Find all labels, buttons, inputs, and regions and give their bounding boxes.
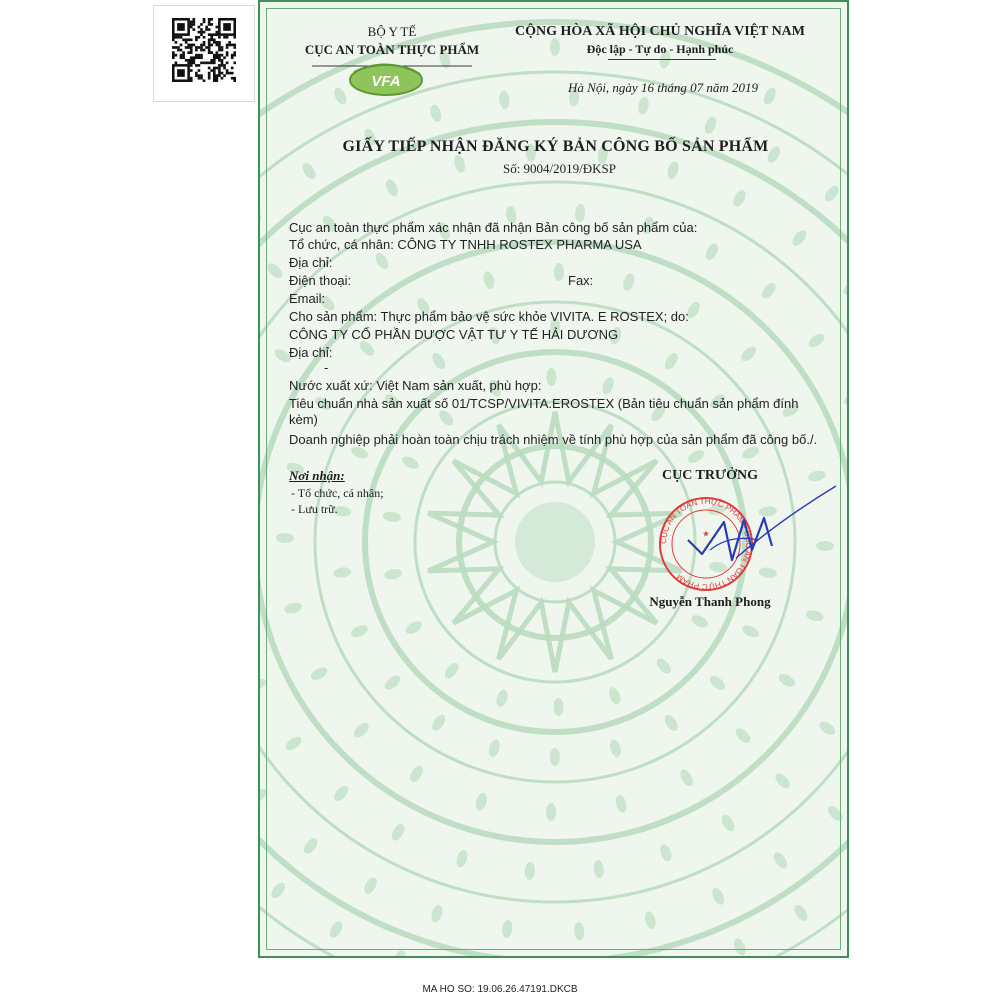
qr-code-icon [172,18,236,82]
country-name: CỘNG HÒA XÃ HỘI CHỦ NGHĨA VIỆT NAM [514,24,805,39]
national-motto: Độc lập - Tự do - Hạnh phúc [586,42,734,56]
body-intro: Cục an toàn thực phẩm xác nhận đã nhận Bản công bố sản phẩm của: [289,220,698,235]
signer-position: CỤC TRƯỞNG [661,468,759,483]
body-organization: Tổ chức, cá nhân: CÔNG TY TNHH ROSTEX PHARMA USA [289,237,642,252]
body-address-1: Địa chỉ: [289,255,333,270]
vfa-logo [312,58,472,98]
recipient-item: - Lưu trữ. [291,502,338,516]
svg-text:★: ★ [702,531,710,538]
body-email: Email: [289,291,326,306]
official-stamp-and-signature [640,480,840,600]
recipients-label: Nơi nhận: [289,468,345,483]
recipient-item: - Tổ chức, cá nhân; [291,486,384,500]
issue-date: Hà Nội, ngày 16 tháng 07 năm 2019 [568,80,758,95]
document-number: Số: 9004/2019/ĐKSP [502,161,617,176]
body-product: Cho sản phẩm: Thực phẩm bảo vệ sức khỏe VIVITA. E ROSTEX; do: [289,309,689,324]
file-code: MA HO SO: 19.06.26.47191.DKCB [422,984,578,995]
signer-name: Nguyễn Thanh Phong [649,594,771,609]
body-standard-line-2: kèm) [289,412,318,427]
vfa-logo-text: VFA [371,73,401,90]
stamp-text: CỤC AN TOÀN THỰC PHẨM • CỤC AN TOÀN THỰC PHẨM [658,496,754,592]
body-origin: Nước xuất xứ: Việt Nam sản xuất, phù hợp: [289,378,542,393]
body-dash: - [324,360,329,375]
body-standard-line-1: Tiêu chuẩn nhà sản xuất số 01/TCSP/VIVITA.EROSTEX (Bản tiêu chuẩn sản phẩm đính [289,396,799,411]
ministry-name: BỘ Y TẾ [367,24,417,39]
qr-code-frame [153,5,255,102]
certificate [258,0,849,958]
document-title: GIẤY TIẾP NHẬN ĐĂNG KÝ BẢN CÔNG BỐ SẢN PHẨM [342,138,769,155]
body-phone: Điện thoại: [289,273,352,288]
department-name: CỤC AN TOÀN THỰC PHẨM [304,42,480,57]
body-address-2: Địa chỉ: [289,345,333,360]
body-fax: Fax: [568,273,594,288]
body-manufacturer: CÔNG TY CỔ PHẦN DƯỢC VẬT TƯ Y TẾ HẢI DƯƠNG [289,327,619,342]
body-responsibility: Doanh nghiệp phải hoàn toàn chịu trách nhiệm về tính phù hợp của sản phẩm đã công bố./. [289,432,818,447]
motto-underline [608,59,716,60]
